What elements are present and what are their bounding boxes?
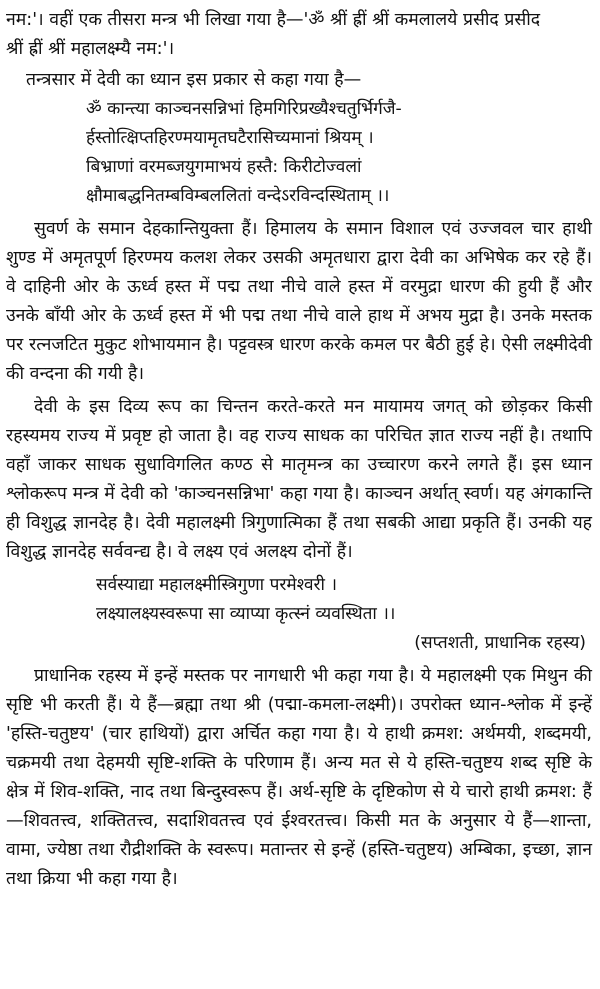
verse-word: परमेश्वरी । bbox=[269, 575, 337, 595]
verse-line: र्हस्तोत्क्षिप्तहिरण्मयामृतघटैरासिच्यमानां श्रियम् । bbox=[86, 128, 374, 148]
saptashati-verse bbox=[96, 571, 516, 629]
verse-line: क्षौमाबद्धनितम्बविम्बललितां वन्देऽरविन्दस्थिताम् ।। bbox=[86, 186, 390, 206]
verse-word: सर्वस्याद्या bbox=[96, 575, 154, 595]
source-citation: (सप्तशती, प्राधानिक रहस्य) bbox=[414, 633, 586, 653]
opening-line-1: नम:'। वहीं एक तीसरा मन्त्र भी लिखा गया है—'ॐ श्रीं ह्रीं श्रीं कमलालये प्रसीद प्रसीद bbox=[6, 10, 541, 30]
paragraph-pradhanik: प्राधानिक रहस्य में इन्हें मस्तक पर नागधारी भी कहा गया है। ये महालक्ष्मी एक मिथुन की सृष्टि भी करती हैं। ये हैं—ब्रह्मा तथा श्री (पद्मा-कमला-लक्ष्मी)। उपरोक्त ध्यान-श्लोक में इन्हें 'हस्ति-चतुष्टय' (चार हाथियों) द्वारा अर्चित कहा गया है। ये हाथी क्रमश: अर्थमयी, शब्दमयी, चक्रमयी तथा देहमयी सृष्टि-शक्ति के परिणाम हैं। अन्य मत से ये हस्ति-चतुष्टय शब्द सृष्टि के क्षेत्र में शिव-शक्ति, नाद तथा बिन्दुस्वरूप हैं। अर्थ-सृष्टि के दृष्टिकोण से ये चारो हाथी क्रमश: हैं—शिवतत्त्व, शक्तितत्त्व, सदाशिवतत्त्व एवं ईश्वरतत्त्व। किसी मत के अनुसार ये हैं—शान्ता, वामा, ज्येष्ठा तथा रौद्रीशक्ति के स्वरूप। मतान्तर से इन्हें (हस्ति-चतुष्टय) अम्बिका, इच्छा, ज्ञान तथा क्रिया भी कहा गया है। bbox=[6, 666, 592, 889]
dhyan-verse bbox=[86, 95, 506, 211]
verse-line bbox=[96, 571, 516, 600]
opening-paragraph bbox=[6, 6, 592, 64]
verse-word: महालक्ष्मीस्त्रिगुणा bbox=[159, 575, 265, 595]
verse-line: ॐ कान्त्या काञ्चनसन्निभां हिमगिरिप्रख्यैश्चतुर्भिर्गजै- bbox=[86, 99, 402, 119]
opening-line-2: श्रीं ह्रीं श्रीं महालक्ष्म्यै नम:'। bbox=[6, 39, 175, 59]
verse-line: लक्ष्यालक्ष्यस्वरूपा सा व्याप्या कृत्स्नं व्यवस्थिता ।। bbox=[96, 604, 396, 624]
dhyan-intro: तन्त्रसार में देवी का ध्यान इस प्रकार से कहा गया है— bbox=[26, 70, 362, 90]
paragraph-contemplation: देवी के इस दिव्य रूप का चिन्तन करते-करते मन मायामय जगत् को छोड़कर किसी रहस्यमय राज्य में प्रवृष्ट हो जाता है। वह राज्य साधक का परिचित ज्ञात राज्य नहीं है। तथापि वहाँ जाकर साधक सुधाविगलित कण्ठ से मातृमन्त्र का उच्चारण करने लगते हैं। इस ध्यान श्लोकरूप मन्त्र में देवी को 'काञ्चनसन्निभा' कहा गया है। काञ्चन अर्थात् स्वर्ण। यह अंगकान्ति ही विशुद्ध ज्ञानदेह है। देवी महालक्ष्मी त्रिगुणात्मिका हैं तथा सबकी आद्या प्रकृति हैं। उनकी यह विशुद्ध ज्ञानदेह सर्ववन्द्य है। वे लक्ष्य एवं अलक्ष्य दोनों हैं। bbox=[6, 397, 592, 562]
verse-line: बिभ्राणां वरमब्जयुगमाभयं हस्तै: किरीटोज्वलां bbox=[86, 157, 362, 177]
paragraph-description: सुवर्ण के समान देहकान्तियुक्ता हैं। हिमालय के समान विशाल एवं उज्जवल चार हाथी शुण्ड में अमृतपूर्ण हिरण्मय कलश लेकर उसकी अमृतधारा द्वारा देवी का अभिषेक कर रहे हैं। वे दाहिनी ओर के ऊर्ध्व हस्त में पद्म तथा नीचे वाले हस्त में वरमुद्रा धारण की हुयी हैं और उनके बाँयी ओर के ऊर्ध्व हस्त में भी पद्म तथा नीचे वाले हाथ में अभय मुद्रा है। उनके मस्तक पर रत्नजटित मुकुट शोभायमान है। पट्टवस्त्र धारण करके कमल पर बैठी हुई हे। ऐसी लक्ष्मीदेवी की वन्दना की गयी है। bbox=[6, 219, 592, 384]
